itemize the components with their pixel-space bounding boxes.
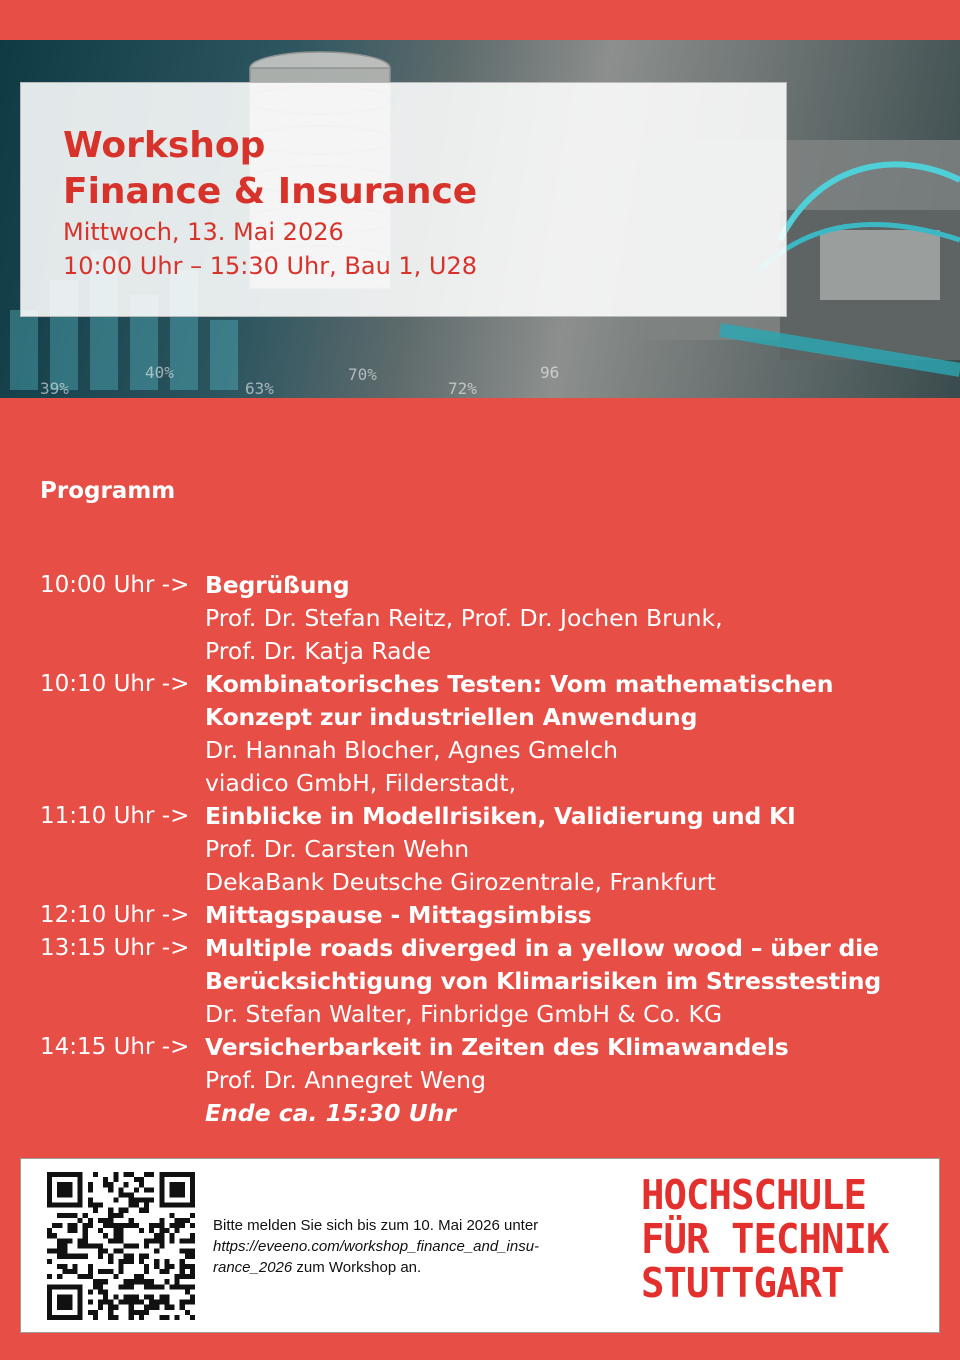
program-affiliation: DekaBank Deutsche Girozentrale, Frankfurt [205, 868, 716, 896]
program-title: Berücksichtigung von Klimarisiken im Stresstesting [205, 967, 881, 995]
program-title: Konzept zur industriellen Anwendung [205, 703, 698, 731]
registration-url-line1[interactable]: https://eveeno.com/workshop_finance_and_insu- [213, 1238, 540, 1255]
program-title: Begrüßung [205, 571, 350, 599]
logo-line2: FÜR TECHNIK [641, 1215, 889, 1263]
qr-code-icon[interactable] [47, 1172, 195, 1320]
program-heading: Programm [40, 478, 176, 504]
hero-label-39: 39% [40, 379, 69, 398]
program-affiliation: viadico GmbH, Filderstadt, [205, 769, 517, 797]
title-box [20, 82, 787, 317]
program-speaker: Prof. Dr. Annegret Weng [205, 1066, 486, 1094]
program-title: Mittagspause - Mittagsimbiss [205, 901, 592, 929]
program-speaker: Prof. Dr. Katja Rade [205, 637, 431, 665]
program-time: 10:10 Uhr -> [40, 671, 190, 697]
registration-suffix: zum Workshop an. [292, 1259, 422, 1276]
program-speaker: Prof. Dr. Stefan Reitz, Prof. Dr. Jochen Brunk, [205, 604, 723, 632]
program-time: 12:10 Uhr -> [40, 902, 190, 928]
workshop-time-location: 10:00 Uhr – 15:30 Uhr, Bau 1, U28 [63, 252, 478, 280]
program-entry [40, 932, 940, 1031]
program-entry [40, 800, 940, 899]
workshop-date: Mittwoch, 13. Mai 2026 [63, 218, 344, 246]
hero-label-70: 70% [348, 365, 377, 384]
program-time: 10:00 Uhr -> [40, 572, 190, 598]
program-speaker: Dr. Stefan Walter, Finbridge GmbH & Co. KG [205, 1000, 723, 1028]
logo-line3: STUTTGART [641, 1259, 844, 1307]
program-title: Kombinatorisches Testen: Vom mathematischen [205, 670, 834, 698]
registration-prefix: Bitte melden Sie sich bis zum 10. Mai 2026 unter [213, 1217, 539, 1234]
hero-label-63: 63% [245, 379, 274, 398]
workshop-title-line1: Workshop [63, 125, 266, 166]
workshop-title-line2: Finance & Insurance [63, 171, 478, 212]
hero-label-96: 96 [540, 363, 560, 382]
program-time: 13:15 Uhr -> [40, 935, 190, 961]
hero-label-72: 72% [448, 379, 477, 398]
program-title: Einblicke in Modellrisiken, Validierung und KI [205, 802, 796, 830]
hero-image [0, 40, 960, 398]
program-entry [40, 569, 940, 668]
program-time: 14:15 Uhr -> [40, 1034, 190, 1060]
hero-label-40: 40% [145, 363, 174, 382]
program-end-note: Ende ca. 15:30 Uhr [205, 1099, 457, 1127]
program-speaker: Dr. Hannah Blocher, Agnes Gmelch [205, 736, 619, 764]
program-entry [40, 899, 940, 932]
registration-text [213, 1215, 613, 1278]
university-logo [641, 1173, 917, 1305]
program-entry [40, 668, 940, 800]
program-title: Versicherbarkeit in Zeiten des Klimawandels [205, 1033, 789, 1061]
registration-url-line2[interactable]: rance_2026 [213, 1259, 293, 1276]
program-list [40, 569, 940, 1130]
footer-box [20, 1158, 940, 1333]
program-speaker: Prof. Dr. Carsten Wehn [205, 835, 470, 863]
logo-line1: HOCHSCHULE [641, 1171, 867, 1219]
program-title: Multiple roads diverged in a yellow wood – über die [205, 934, 879, 962]
program-time: 11:10 Uhr -> [40, 803, 190, 829]
program-entry [40, 1031, 940, 1130]
